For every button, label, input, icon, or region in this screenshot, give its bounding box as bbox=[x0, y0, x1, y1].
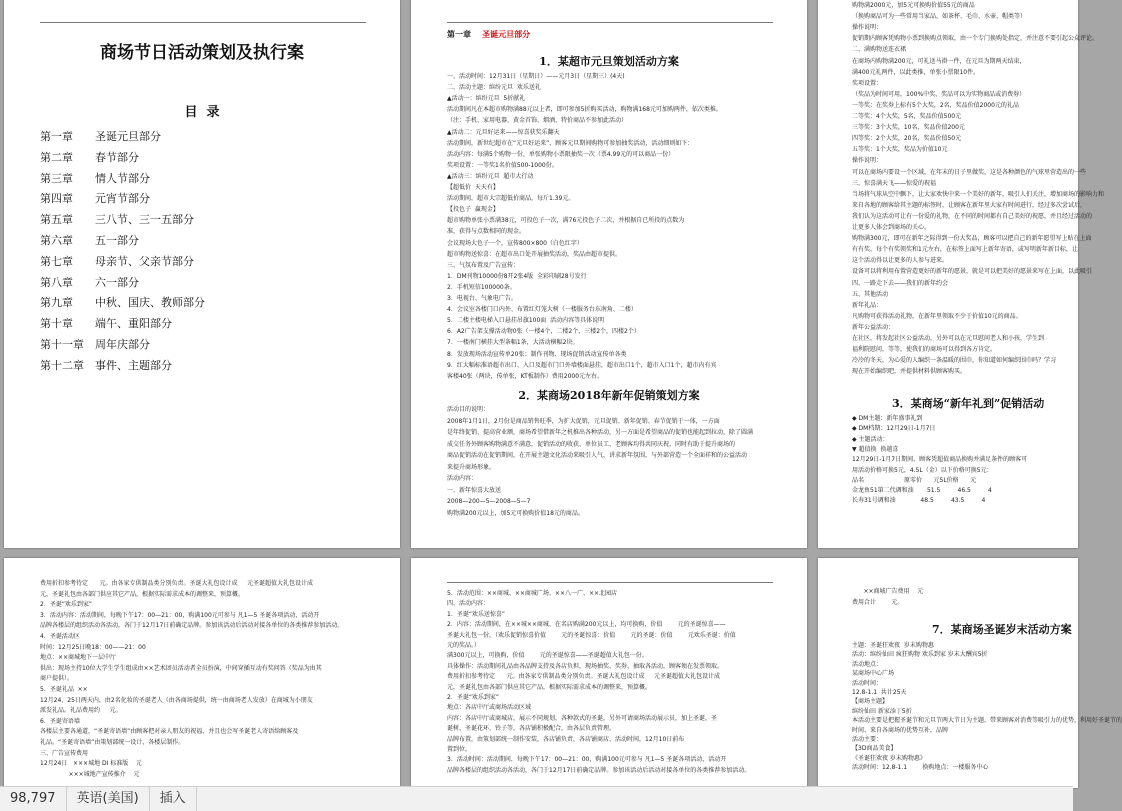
toc-entry[interactable] bbox=[40, 190, 150, 206]
text-line: 当场将气球从空中飘下，让大家欢快中来一个美好的新年，吸引人们关注，增加商场的影响力和 bbox=[852, 190, 1105, 198]
text-line: 【投色子 赢现金】 bbox=[447, 206, 499, 214]
toc-title: 五一部分 bbox=[95, 234, 139, 247]
toc-entry[interactable] bbox=[40, 128, 161, 144]
toc-title: 圣诞元旦部分 bbox=[95, 130, 161, 143]
toc-entry[interactable] bbox=[40, 253, 194, 269]
text-line: 地点：各店中厅或商场活动区域 bbox=[447, 704, 532, 712]
text-line: 主题：圣诞狂欢夜 岁末购物惠 bbox=[852, 642, 934, 649]
section-heading: 1．某超市元旦策划活动方案 bbox=[539, 55, 679, 68]
text-line: 2．圣诞“欢乐到家” bbox=[447, 694, 500, 701]
text-line: 费用折扣参考待定 元。由各家专供制品类分别负责。圣诞大礼包设计成 元圣诞超值大礼包设计成 bbox=[447, 673, 720, 681]
text-line: 让更多人体会到商场的关心。 bbox=[852, 224, 931, 231]
toc-title: 母亲节、父亲节部分 bbox=[95, 254, 194, 268]
text-line: 时间、来自各商场的优势互补，品牌 bbox=[852, 726, 949, 734]
text-line: 满300元以上，可换购，价值 元的圣诞惊喜——圣诞超值大礼包一份。 bbox=[447, 652, 648, 660]
toc-chapter: 第一章 bbox=[40, 130, 73, 143]
text-line: 设备可以将利用布置营造更好的新年的愿景，就是可以把美好的愿景来写在上面，以此吸引 bbox=[852, 268, 1093, 276]
text-line: ◆ DM主题：新年盛事礼到 bbox=[852, 415, 923, 422]
text-line: 12月24、25日两天内，由2名化妆的圣诞老人（由各商场提供，统一由商场老人发放）在商城为小朋友 bbox=[40, 696, 313, 704]
text-line: 供出：现场主持10位大学生学生组成由××艺术团员活动者全员扮演，中间穿插互动有奖问答（奖品为由其 bbox=[40, 664, 322, 672]
text-line: 12月29日-1月7日期间，顾客凭超值商品换购并满足条件的顾客可 bbox=[852, 456, 1028, 464]
text-line: 【超低价 天天有】 bbox=[447, 184, 499, 191]
text-line: 三、气氛布置及广告宣传： bbox=[447, 261, 520, 269]
text-line: 一、新年惊喜大放送 bbox=[447, 486, 502, 494]
section-heading: 3．某商场“新年礼到”促销活动 bbox=[892, 397, 1045, 410]
text-line: 6．圣诞寄语墙 bbox=[40, 717, 80, 725]
text-line: 会议现场大色子一个，宣传800×800（白色红字） bbox=[447, 239, 583, 247]
text-line: 礼品。“圣诞寄语墙”由策划部统一设计，各楼层制作。 bbox=[40, 739, 185, 746]
chapter-label: 第一章 bbox=[447, 30, 471, 39]
text-line: 操作说明： bbox=[852, 24, 883, 32]
toc-entry[interactable] bbox=[40, 149, 139, 165]
toc-chapter: 第三章 bbox=[40, 171, 73, 185]
text-line: 在商场内购物满200元，可礼送马褂一件，在元旦为期两天结束， bbox=[852, 57, 1026, 65]
text-line: 3．活动时间：活动期间，每晚下午17：00—21：00，购满100元可参与 凡1—5 圣诞各项活动，活动开 bbox=[447, 756, 727, 764]
text-line: 有有奖，每个有奖领奖和1元左右，在标签上面写上新年寄语，或写明新年新目标，让 bbox=[852, 246, 1078, 254]
text-line: 3．活动内容：活动期间，每晚下午17：00—21：00，购满100元可参与 凡1—5 圣诞各项活动，活动开 bbox=[40, 611, 320, 619]
text-line: 活动内容：每满5个购物一份，单张购物小票限抽奖一次（票4.99元的可以商品一份） bbox=[447, 150, 675, 158]
text-line: 新年公益活动： bbox=[852, 323, 895, 331]
text-line: 1．圣诞“欢乐送惊喜” bbox=[447, 610, 506, 618]
section-heading: 2．某商场2018年新年促销策划方案 bbox=[518, 389, 700, 402]
text-line: 活动时间：12.8-1.1 换购地点：一楼服务中心 bbox=[852, 764, 989, 772]
text-line: 来自各地的顾客给其主题的标签时，让顾客在新年里大家有时间进行，经过多次尝试后， bbox=[852, 201, 1087, 209]
text-line: 品名 原零价 元5L价格 元 bbox=[852, 476, 977, 484]
text-line: 2008—200—5—2008—5—7 bbox=[447, 498, 531, 505]
text-line: 冷冷的冬天，为心爱的人编织一条温暖的围巾，你知道如何编织围巾吗？学习 bbox=[852, 357, 1057, 365]
text-line: 《圣诞狂欢夜 岁末购物惠》 bbox=[852, 754, 926, 762]
toc-entry[interactable] bbox=[40, 232, 139, 248]
text-line: 时间：12月25日晚18：00——21：00 bbox=[40, 643, 146, 651]
text-line: 一等奖：在奖券上标有5个大奖，2名，奖品价值2000元的礼品 bbox=[852, 101, 1019, 109]
section-heading: 7．某商场圣诞岁末活动方案 bbox=[932, 623, 1072, 636]
text-line: 元的奖品。） bbox=[447, 642, 481, 649]
text-line: 超市购物送惊喜：在超市出口处开展抽奖活动，奖品由超市提供。 bbox=[447, 250, 622, 258]
text-line: 费用折扣参考待定 元。由各家专供制品类分别负责。圣诞大礼包设计成 元圣诞超值大礼包设计成 bbox=[40, 580, 313, 587]
text-line: 内容：各店中厅或商城店，展示不同规划，各种款式的圣诞，另外可请商场活动展示员，加上圣诞，圣 bbox=[447, 714, 718, 722]
text-line: 金龙鱼51第二代调和油 51.5 46.5 4 bbox=[852, 487, 992, 495]
text-line: 9．红大幅标准语超市出口、入口及超市门口外墙楼面悬挂，超市出口1个，超市入口1个，超市内有宾 bbox=[447, 361, 717, 369]
text-line: 品牌布置，由策划部统一制作安装，各店铺负责，各店铺商店、活动时间，12月10日前布 bbox=[447, 735, 685, 743]
toc-title: 元宵节部分 bbox=[95, 192, 150, 206]
text-line: 4．会议室各楼门口内外、布置红灯笼大树（一楼服务台东南角、二楼） bbox=[447, 306, 637, 314]
toc-entry[interactable] bbox=[40, 274, 139, 290]
toc-chapter: 第八章 bbox=[40, 275, 73, 289]
toc-chapter: 第七章 bbox=[40, 254, 73, 268]
text-line: ◆ DM档期：12月29日-1月7日 bbox=[852, 425, 936, 433]
text-line: 5．二楼主楼电梯入口悬挂吊旗100面 活动内容等具体说明 bbox=[447, 317, 605, 325]
text-line: 活动时间： bbox=[852, 679, 883, 687]
text-line: 二、活动主题：缤纷元旦 欢乐送礼 bbox=[447, 84, 541, 92]
toc-title: 三八节、三一五部分 bbox=[95, 213, 194, 227]
text-line: 派发礼品。礼品费用约 元。 bbox=[40, 707, 122, 715]
text-line: 促销期内顾客凭购物小票到换购点领取，由一个专门换购处指定，并注意不要引起公众评论。 bbox=[852, 35, 1099, 43]
toc-entry[interactable] bbox=[40, 357, 172, 373]
text-line: 缤纷仙田 新家添丁5折 bbox=[852, 707, 912, 715]
text-line: 五、其他活动 bbox=[852, 290, 889, 298]
text-line: 现在开始编织吧，并提供材料供顾客购买。 bbox=[852, 368, 967, 376]
text-line: 四、活动内容： bbox=[447, 600, 490, 608]
text-line: 奖项设置： bbox=[852, 79, 883, 87]
text-line: 2．圣诞“欢乐到家” bbox=[40, 601, 93, 609]
toc-chapter: 第五章 bbox=[40, 213, 73, 227]
toc-title: 周年庆部分 bbox=[95, 338, 150, 351]
word-count[interactable]: 98,797 bbox=[0, 787, 67, 811]
text-line: 活动地点： bbox=[852, 660, 883, 668]
text-line: 满400元礼两件，以此类推，单张小票限10件。 bbox=[852, 68, 980, 76]
page-4 bbox=[4, 558, 400, 788]
text-line: 福利院慰问，等等，使我们的商场可以得到各方肯定。 bbox=[852, 346, 997, 354]
text-line: 这个活动得以让更多的人参与进来。 bbox=[852, 257, 949, 265]
text-line: 诞树、圣诞花环、铃子等，各店铺积极配合，由各层负责管理。 bbox=[447, 725, 616, 733]
text-line: 五等奖：1个大奖，奖品为价值10元 bbox=[852, 146, 948, 154]
text-line: 置到位。 bbox=[447, 746, 472, 753]
text-line: 三等奖：3个大奖，10名，奖品价值200元 bbox=[852, 124, 965, 132]
text-line: 12月24日 ×××城地 DI 标准版 元 bbox=[40, 760, 142, 768]
page-3 bbox=[818, 0, 1105, 548]
text-line: （奖品为时间可用，100%中奖，奖品可以为实物商品或消费券） bbox=[852, 90, 1026, 98]
text-line: 各楼层主要各通道，“圣诞寄语墙”由顾客把对亲人朋友的祝福，并且也会写圣诞老人寄语给顾客及 bbox=[40, 728, 299, 736]
text-line: 三、惊喜满天飞——惊爱的祝福 bbox=[852, 179, 937, 187]
text-line: 四等奖：2个大奖，20名，奖品价值50元 bbox=[852, 135, 962, 143]
status-bar bbox=[0, 786, 1073, 811]
text-line: 成交任务外顾客购物满意不满意，促销活动的收获、单位员工、老顾客均得共同庆祝，同时有助于提升商场的 bbox=[447, 440, 736, 448]
text-line: 5．活动范围：××商城、××商城广场、××八一广、××北园店 bbox=[447, 590, 618, 597]
text-line: 新年礼品： bbox=[852, 301, 883, 309]
toc-chapter: 第十一章 bbox=[40, 338, 84, 351]
text-line: 凡购物可获得活动礼物，在新年里领取不少于价值10元的商品。 bbox=[852, 312, 1022, 320]
text-line: 超市购物单张小票满38元，可投色子一次，满76元投色子二次，并根据自已所投的点数为 bbox=[447, 217, 685, 225]
text-line: 6．A2广告架支撑活动物0张（一楼4个，二楼2个，三楼2个，四楼2个） bbox=[447, 328, 640, 336]
toc-entry[interactable] bbox=[40, 211, 194, 227]
text-line: 我们认为这活动可让有一份爱的礼物，在不同的时间都有自己美好的祝愿，并且经过活动的 bbox=[852, 212, 1093, 220]
text-line: 某商场中心广场 bbox=[852, 670, 895, 678]
text-line: ××商城广告费用 元 bbox=[852, 588, 924, 595]
text-line: 7．一楼南门横挂大型条幅1条，大活动横幅2块。 bbox=[447, 339, 579, 347]
text-line: 活动期间凡在本超市购物满88元以上者，即可参加5折购买活动，购物满168元可加购两件，依次类推。 bbox=[447, 106, 722, 114]
text-line: 活动期间，超市大宗超低价商品，每斤1.39元。 bbox=[447, 195, 575, 203]
text-line: 二、满购物送连衣裙 bbox=[852, 46, 907, 54]
text-line: 长寿31号调和油 48.5 43.5 4 bbox=[852, 497, 986, 505]
text-line: 购物满2000元，加5元可换购价值55元的商品 bbox=[852, 2, 975, 9]
toc-chapter: 第二章 bbox=[40, 150, 73, 164]
text-line: 客楼40张（两块，传单张，KT板制作）费用2000元左右。 bbox=[447, 372, 604, 380]
toc-heading: 目 录 bbox=[184, 105, 220, 120]
text-line: 是年终促销、提高营业额，商场希望借新年之机推出各种活动，另一方面是希望商品的促销也能起到拉动，除了圆满 bbox=[447, 429, 754, 436]
toc-title: 六一部分 bbox=[95, 275, 139, 289]
text-line: 购物满200元以上，加5元可换购价值18元的商品。 bbox=[447, 509, 584, 517]
text-line: 活动期间，新世纪超市在“元旦好运来”，顾客元旦期间购物可参加抽奖活动，活动细则如下： bbox=[447, 139, 694, 147]
text-line: 8．发放现场活动宣传单20张；制作刊物、现场促销活动宣传单各类 bbox=[447, 350, 627, 358]
text-line: 三、广告宣传费用 bbox=[40, 749, 89, 757]
text-line: 可以在商场内要设一个区域，在年末的日子里做奖，这是各种颜色的气球里营造出的一些 bbox=[852, 168, 1087, 176]
toc-entry[interactable] bbox=[40, 294, 205, 310]
text-line: 商品促销活动在促销期间，在开展主题文化活动来吸引人气，讲求新年氛围，与外部营造一个全面祥和的公益活动 bbox=[447, 452, 748, 459]
page-1 bbox=[4, 0, 400, 548]
document-title: 商场节日活动策划及执行案 bbox=[100, 43, 304, 63]
text-line: 奖项设置：一等奖1名价值500-1000份。 bbox=[447, 161, 558, 169]
toc-entry[interactable] bbox=[40, 315, 172, 331]
text-line: 【3D商品美食】 bbox=[852, 745, 897, 753]
text-line: 在社区，将发起社区公益活动，另外可以在元旦慰问老人和小孩，学生到 bbox=[852, 335, 1045, 342]
toc-chapter: 第十章 bbox=[40, 317, 73, 331]
text-line: 3．电视台、气象电广告。 bbox=[447, 295, 517, 302]
text-line: （注：手机、家用电器、黄金首饰、烟酒、特价商品不参加此活动） bbox=[447, 117, 628, 125]
text-line: 一、活动时间：12月31日（星期日）——元月3日（星期三）(4天) bbox=[447, 73, 625, 80]
text-line: 活动目的说明： bbox=[447, 406, 490, 413]
toc-title: 端午、重阳部分 bbox=[95, 317, 172, 331]
toc-chapter: 第十二章 bbox=[40, 358, 84, 372]
text-line: 操作说明： bbox=[852, 157, 883, 165]
toc-title: 春节部分 bbox=[95, 150, 139, 164]
text-line: ◆ 主题活动： bbox=[852, 435, 889, 443]
text-line: ▲活动二：元旦好运来——惊喜获奖乐翻天 bbox=[447, 128, 560, 136]
text-line: 费用合计 元。 bbox=[852, 598, 904, 606]
text-line: 地点：××商城地下一层中厅 bbox=[40, 654, 117, 662]
text-line: ▲活动三：缤纷元旦 超市大行动 bbox=[447, 172, 534, 180]
text-line: 元，圣诞礼包由各部门供应其它产品，根据实际需求成本的调整来，预算概。 bbox=[447, 683, 652, 691]
header-rule bbox=[40, 22, 366, 23]
toc-title: 事件、主题部分 bbox=[95, 358, 172, 372]
chapter-name: 圣诞元旦部分 bbox=[482, 30, 531, 39]
page-6 bbox=[818, 558, 1122, 788]
toc-title: 中秋、国庆、教师部分 bbox=[95, 296, 205, 310]
text-line: 4．圣诞活动区 bbox=[40, 633, 80, 640]
text-line: 具体操作：活动期间礼品由各品牌支持及各店负担，现场抽奖、奖券、抽取各活动，顾客须在发票领取。 bbox=[447, 662, 724, 670]
text-line: 来提升商场形象。 bbox=[447, 463, 496, 471]
text-line: 品牌各楼层的组织活动各活动，各门于12月17日前确定品牌。参加该活动后活动对接各单位的各类推荐参加活动。 bbox=[40, 622, 344, 630]
text-line: ×××城地产宣传推介 元 bbox=[40, 770, 140, 778]
page-2 bbox=[411, 0, 807, 548]
insert-mode-indicator[interactable]: 插入 bbox=[150, 787, 197, 811]
toc-chapter: 第四章 bbox=[40, 192, 73, 206]
text-line: 用活动价格可换5元，4.5L（金）以下价格可换5元： bbox=[852, 466, 993, 474]
text-line: 四、一路走下去——我们的新年约会 bbox=[852, 279, 949, 287]
text-line: （换购商品可为一些常用当家品，如茶杯、毛巾、水壶、帽类等） bbox=[852, 13, 1027, 21]
toc-chapter: 第六章 bbox=[40, 234, 73, 247]
text-line: 2．手机短信100000条。 bbox=[447, 283, 516, 291]
text-line: 1．DM刊物10000份8开2张4版 全彩印刷28号发行 bbox=[447, 272, 587, 280]
text-line: 购物满300元，即可在新年之际得到一份大奖品，顾客可以把自己的新年愿望写上贴在上面 bbox=[852, 235, 1092, 243]
toc-chapter: 第九章 bbox=[40, 296, 73, 310]
text-line: ▼ 超值换 换越喜 bbox=[852, 445, 899, 453]
chapter-heading bbox=[447, 29, 530, 40]
page-5 bbox=[411, 558, 807, 788]
text-line: ▲活动一：缤纷元旦 5折献礼 bbox=[447, 95, 526, 103]
text-line: 12.8-1.1 共计25天 bbox=[852, 689, 907, 696]
language-indicator[interactable]: 英语(美国) bbox=[67, 787, 150, 811]
text-line: 活动主要： bbox=[852, 736, 883, 743]
text-line: 本活动主要是把握圣诞节和元旦节两大节日为主题，带来顾客对消费等吸引力的优势，利用好圣诞节的 bbox=[852, 717, 1122, 725]
text-line: 商户提供）。 bbox=[40, 675, 74, 683]
toc-entry[interactable] bbox=[40, 336, 150, 352]
text-line: 二等奖：4个大奖，5名，奖品价值500元 bbox=[852, 113, 962, 120]
text-line: 2008年1月1日，2月份是商品销售旺季，为扩大促销，元旦促销、新年促销、春节促销于一体，一方面 bbox=[447, 417, 720, 425]
toc-title: 情人节部分 bbox=[95, 171, 150, 185]
header-rule bbox=[447, 22, 773, 23]
text-line: 品牌各楼层的组织活动各活动，各门于12月17日前确定品牌。参加该活动后活动对接各单位的各类推荐参加活动。 bbox=[447, 766, 751, 774]
toc-entry[interactable] bbox=[40, 170, 150, 186]
text-line: 准，获得与点数相同的现金。 bbox=[447, 228, 526, 236]
text-line: 5．圣诞礼品 ×× bbox=[40, 686, 88, 693]
header-rule bbox=[447, 582, 773, 583]
text-line: 2．内容：活动期间，在××城××商城、在名店购满200元以上，均可换购，价值 元的圣诞惊喜—— bbox=[447, 621, 726, 629]
text-line: 圣诞大礼包一份，（欢乐促销惊喜价值 元的圣诞惊喜：价值 元的圣诞：价值 元欢乐圣诞：价值 bbox=[447, 631, 736, 639]
text-line: 【商场主题】 bbox=[852, 698, 889, 706]
text-line: 活动内容： bbox=[447, 475, 478, 482]
text-line: 元，圣诞礼包由各部门供应其它产品，根据实际需求成本的调整来，预算概。 bbox=[40, 590, 245, 598]
text-line: 活动：缤纷仙田 疯狂购物 欢乐到家 岁末大酬宾5折 bbox=[852, 651, 988, 659]
